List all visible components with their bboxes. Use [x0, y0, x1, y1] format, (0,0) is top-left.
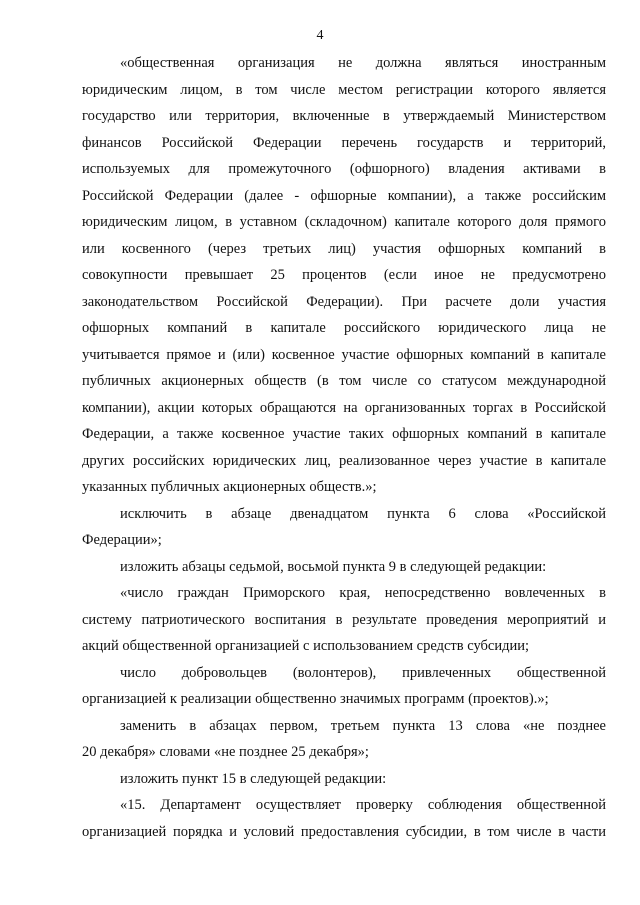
text-line: используемых для промежуточного (офшорного) владения активами в	[82, 161, 606, 177]
text-line: Российской Федерации (далее - офшорные компании), а также российским	[82, 187, 606, 204]
text-line: число добровольцев (волонтеров), привлеченных общественной	[120, 664, 606, 681]
text-line: исключить в абзаце двенадцатом пункта 6 слова «Российской	[120, 505, 606, 522]
text-line: офшорных компаний в капитале российского юридического лица не	[82, 320, 606, 336]
text-line: законодательством Российской Федерации). При расчете доли участия	[82, 293, 606, 310]
text-line: юридическим лицом, в уставном (складочном) капитале которого доля прямого	[82, 214, 606, 230]
text-line: заменить в абзацах первом, третьем пункта 13 слова «не позднее	[120, 717, 606, 734]
text-line: юридическим лицом, в том числе местом регистрации которого является	[82, 81, 606, 98]
text-line: других российских юридических лиц, реализованное через участие в капитале	[82, 452, 606, 469]
text-line: Федерации»;	[82, 532, 162, 548]
text-line: «общественная организация не должна являться иностранным	[120, 55, 606, 71]
text-line: изложить абзацы седьмой, восьмой пункта 9 в следующей редакции:	[120, 558, 547, 575]
text-line: организацией к реализации общественно значимых программ (проектов).»;	[82, 691, 549, 707]
text-line: акций общественной организацией с использованием средств субсидии;	[82, 638, 530, 654]
text-line: организацией порядка и условий предоставления субсидии, в том числе в части	[82, 823, 606, 840]
page-number: 4	[316, 28, 324, 43]
text-line: 20 декабря» словами «не позднее 25 декабря»;	[82, 744, 369, 760]
text-line: изложить пункт 15 в следующей редакции:	[120, 770, 387, 787]
text-line: компании), акции которых обращаются на организованных торгах в Российской	[82, 399, 606, 416]
text-line: учитывается прямое и (или) косвенное участие офшорных компаний в капитале	[82, 346, 606, 363]
text-line: Федерации, а также косвенное участие таких офшорных компаний в капитале	[82, 426, 606, 442]
text-line: совокупности превышает 25 процентов (если иное не предусмотрено	[82, 267, 606, 283]
text-line: «15. Департамент осуществляет проверку соблюдения общественной	[120, 797, 606, 813]
text-line: государство или территория, включенные в утверждаемый Министерством	[82, 108, 606, 124]
document-body	[82, 50, 606, 845]
text-line: указанных публичных акционерных обществ.»;	[82, 479, 377, 495]
text-line: финансов Российской Федерации перечень государств и территорий,	[82, 134, 606, 151]
text-line: или косвенного (через третьих лиц) участия офшорных компаний в	[82, 240, 606, 257]
text-line: систему патриотического воспитания в результате проведения мероприятий и	[82, 611, 606, 628]
text-line: публичных акционерных обществ (в том числе со статусом международной	[82, 373, 606, 389]
text-line: «число граждан Приморского края, непосредственно вовлеченных в	[120, 585, 606, 601]
